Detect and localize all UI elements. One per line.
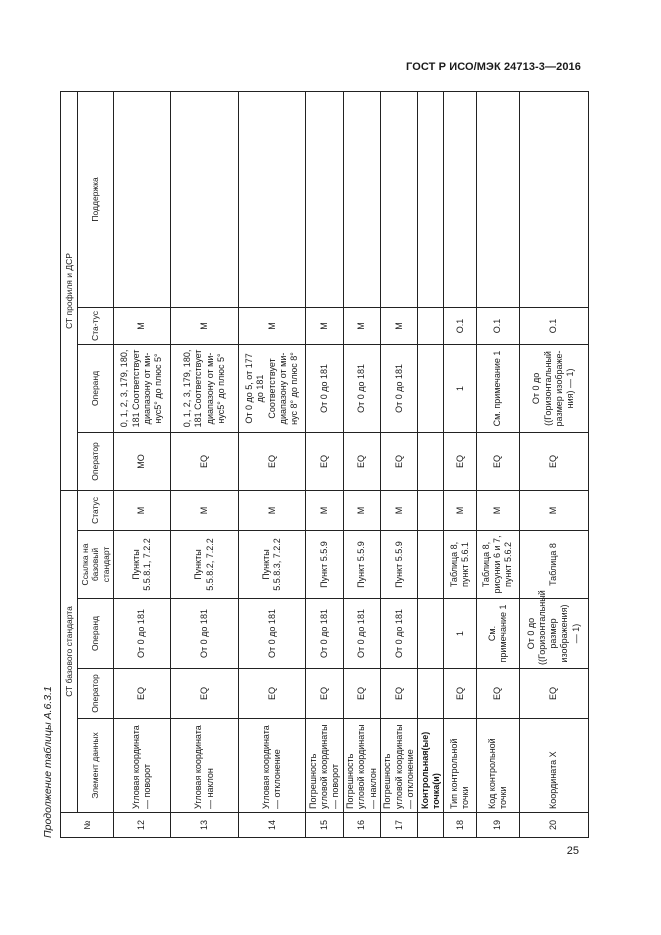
table-row bbox=[476, 91, 519, 837]
cell-num: 18 bbox=[444, 813, 477, 838]
cell-num: 16 bbox=[343, 813, 380, 838]
cell-operand: От 0 до 181 bbox=[170, 599, 238, 669]
standard-table bbox=[60, 91, 589, 838]
cell-operand: От 0 до 181 bbox=[381, 599, 418, 669]
cell-operand: От 0 до 181 bbox=[343, 599, 380, 669]
cell-operator: EQ bbox=[239, 669, 306, 719]
cell-support bbox=[170, 91, 238, 307]
col-operator: Оператор bbox=[78, 669, 114, 719]
rotated-table-wrapper bbox=[60, 92, 589, 838]
cell-profile-status: M bbox=[239, 307, 306, 344]
col-status: Статус bbox=[78, 490, 114, 530]
document-header: ГОСТ Р ИСО/МЭК 24713-3—2016 bbox=[406, 61, 581, 73]
cell-profile-status: O.1 bbox=[476, 307, 519, 344]
cell-operand: От 0 до 181 bbox=[306, 599, 343, 669]
cell-empty bbox=[418, 307, 444, 344]
cell-element: Погрешность угловой координаты — наклон bbox=[343, 719, 380, 813]
group-base: СТ базового стандарта bbox=[61, 490, 78, 812]
cell-element: Погрешность угловой координаты — отклонение bbox=[381, 719, 418, 813]
cell-operator: EQ bbox=[306, 669, 343, 719]
cell-reference: Пункты 5.5.8.2, 7.2.2 bbox=[170, 531, 238, 599]
cell-profile-status: M bbox=[114, 307, 171, 344]
cell-support bbox=[476, 91, 519, 307]
cell-support bbox=[114, 91, 171, 307]
cell-num: 19 bbox=[476, 813, 519, 838]
cell-profile-operand: 0, 1, 2, 3, 179, 180, 181 Соответствует диапазону от ми-нус5° до плюс 5° bbox=[114, 344, 171, 432]
cell-status: M bbox=[306, 490, 343, 530]
cell-element: Угловая координата — наклон bbox=[170, 719, 238, 813]
cell-profile-operator: EQ bbox=[381, 432, 418, 490]
cell-profile-status: M bbox=[381, 307, 418, 344]
cell-profile-operator: EQ bbox=[476, 432, 519, 490]
cell-element: Координата X bbox=[519, 719, 588, 813]
cell-empty bbox=[418, 669, 444, 719]
cell-operator: EQ bbox=[519, 669, 588, 719]
cell-profile-operand: 0, 1, 2, 3, 179, 180, 181 Соответствует диапазону от ми-нус5° до плюс 5° bbox=[170, 344, 238, 432]
cell-profile-operator: MO bbox=[114, 432, 171, 490]
table-row bbox=[381, 91, 418, 837]
group-header-row bbox=[61, 91, 78, 837]
section-title: Контрольная(ые) точка(и) bbox=[418, 719, 444, 813]
cell-support bbox=[381, 91, 418, 307]
col-profile-status: Ста-тус bbox=[78, 307, 114, 344]
cell-operand: От 0 до ((Горизонтальный размер изображения) — 1) bbox=[519, 599, 588, 669]
cell-profile-status: M bbox=[306, 307, 343, 344]
cell-support bbox=[444, 91, 477, 307]
group-profile: СТ профиля и ДСР bbox=[61, 91, 78, 490]
cell-empty bbox=[418, 432, 444, 490]
cell-profile-operator: EQ bbox=[239, 432, 306, 490]
cell-status: M bbox=[519, 490, 588, 530]
cell-num: 12 bbox=[114, 813, 171, 838]
table-row bbox=[444, 91, 477, 837]
cell-element: Код контрольной точки bbox=[476, 719, 519, 813]
column-header-row bbox=[78, 91, 114, 837]
cell-status: M bbox=[239, 490, 306, 530]
cell-operator: EQ bbox=[444, 669, 477, 719]
cell-operand: 1 bbox=[444, 599, 477, 669]
cell-empty bbox=[418, 531, 444, 599]
cell-element: Тип контрольной точки bbox=[444, 719, 477, 813]
col-reference: Ссылка на базовый стандарт bbox=[78, 531, 114, 599]
col-num: № bbox=[61, 813, 114, 838]
cell-support bbox=[519, 91, 588, 307]
table-caption: Продолжение таблицы A.6.3.1 bbox=[42, 686, 54, 838]
cell-support bbox=[306, 91, 343, 307]
cell-status: M bbox=[381, 490, 418, 530]
cell-empty bbox=[418, 599, 444, 669]
cell-empty bbox=[418, 344, 444, 432]
cell-operand: От 0 до 181 bbox=[239, 599, 306, 669]
cell-operator: EQ bbox=[170, 669, 238, 719]
cell-operand: См. примечание 1 bbox=[476, 599, 519, 669]
cell-empty bbox=[418, 91, 444, 307]
cell-profile-operator: EQ bbox=[519, 432, 588, 490]
cell-reference: Пункты 5.5.8.1, 7.2.2 bbox=[114, 531, 171, 599]
cell-num: 17 bbox=[381, 813, 418, 838]
cell-status: M bbox=[170, 490, 238, 530]
cell-reference: Таблица 8 bbox=[519, 531, 588, 599]
cell-operator: EQ bbox=[343, 669, 380, 719]
col-profile-operand: Операнд bbox=[78, 344, 114, 432]
cell-profile-status: O.1 bbox=[444, 307, 477, 344]
cell-support bbox=[239, 91, 306, 307]
cell-profile-operand: От 0 до 181 bbox=[343, 344, 380, 432]
col-profile-operator: Оператор bbox=[78, 432, 114, 490]
cell-profile-operator: EQ bbox=[306, 432, 343, 490]
cell-profile-status: O.1 bbox=[519, 307, 588, 344]
cell-support bbox=[343, 91, 380, 307]
cell-element: Угловая координата — отклонение bbox=[239, 719, 306, 813]
page-number: 25 bbox=[566, 845, 579, 857]
cell-reference: Таблица 8, рисунки 6 и 7, пункт 5.6.2 bbox=[476, 531, 519, 599]
table-row bbox=[239, 91, 306, 837]
cell-reference: Пункты 5.5.8.3, 7.2.2 bbox=[239, 531, 306, 599]
cell-reference: Таблица 8, пункт 5.6.1 bbox=[444, 531, 477, 599]
cell-empty bbox=[418, 490, 444, 530]
cell-num: 20 bbox=[519, 813, 588, 838]
cell-num: 13 bbox=[170, 813, 238, 838]
col-operand: Операнд bbox=[78, 599, 114, 669]
cell-num: 15 bbox=[306, 813, 343, 838]
cell-num: 14 bbox=[239, 813, 306, 838]
cell-element: Угловая координата — поворот bbox=[114, 719, 171, 813]
cell-profile-operator: EQ bbox=[343, 432, 380, 490]
cell-profile-status: M bbox=[170, 307, 238, 344]
cell-empty bbox=[418, 813, 444, 838]
cell-profile-operand: От 0 до 181 bbox=[381, 344, 418, 432]
cell-operator: EQ bbox=[476, 669, 519, 719]
cell-element: Погрешность угловой координаты — поворот bbox=[306, 719, 343, 813]
cell-reference: Пункт 5.5.9 bbox=[343, 531, 380, 599]
cell-profile-operator: EQ bbox=[444, 432, 477, 490]
cell-profile-operand: См. примечание 1 bbox=[476, 344, 519, 432]
cell-operator: EQ bbox=[381, 669, 418, 719]
cell-reference: Пункт 5.5.9 bbox=[381, 531, 418, 599]
cell-profile-operand: От 0 до 181 bbox=[306, 344, 343, 432]
table-row bbox=[114, 91, 171, 837]
cell-status: M bbox=[476, 490, 519, 530]
col-support: Поддержка bbox=[78, 91, 114, 307]
col-element: Элемент данных bbox=[78, 719, 114, 813]
cell-profile-operand: От 0 до ((Горизонтальный размер изображе-ния) — 1) bbox=[519, 344, 588, 432]
table-row bbox=[519, 91, 588, 837]
cell-operator: EQ bbox=[114, 669, 171, 719]
table-row bbox=[306, 91, 343, 837]
cell-profile-operand: От 0 до 5, от 177 до 181 Соответствует диапазону от ми-нус 8° до плюс 8° bbox=[239, 344, 306, 432]
cell-profile-status: M bbox=[343, 307, 380, 344]
cell-status: M bbox=[343, 490, 380, 530]
cell-status: M bbox=[114, 490, 171, 530]
cell-profile-operator: EQ bbox=[170, 432, 238, 490]
cell-profile-operand: 1 bbox=[444, 344, 477, 432]
table-row bbox=[170, 91, 238, 837]
cell-reference: Пункт 5.5.9 bbox=[306, 531, 343, 599]
section-row bbox=[418, 91, 444, 837]
table-row bbox=[343, 91, 380, 837]
cell-status: M bbox=[444, 490, 477, 530]
cell-operand: От 0 до 181 bbox=[114, 599, 171, 669]
